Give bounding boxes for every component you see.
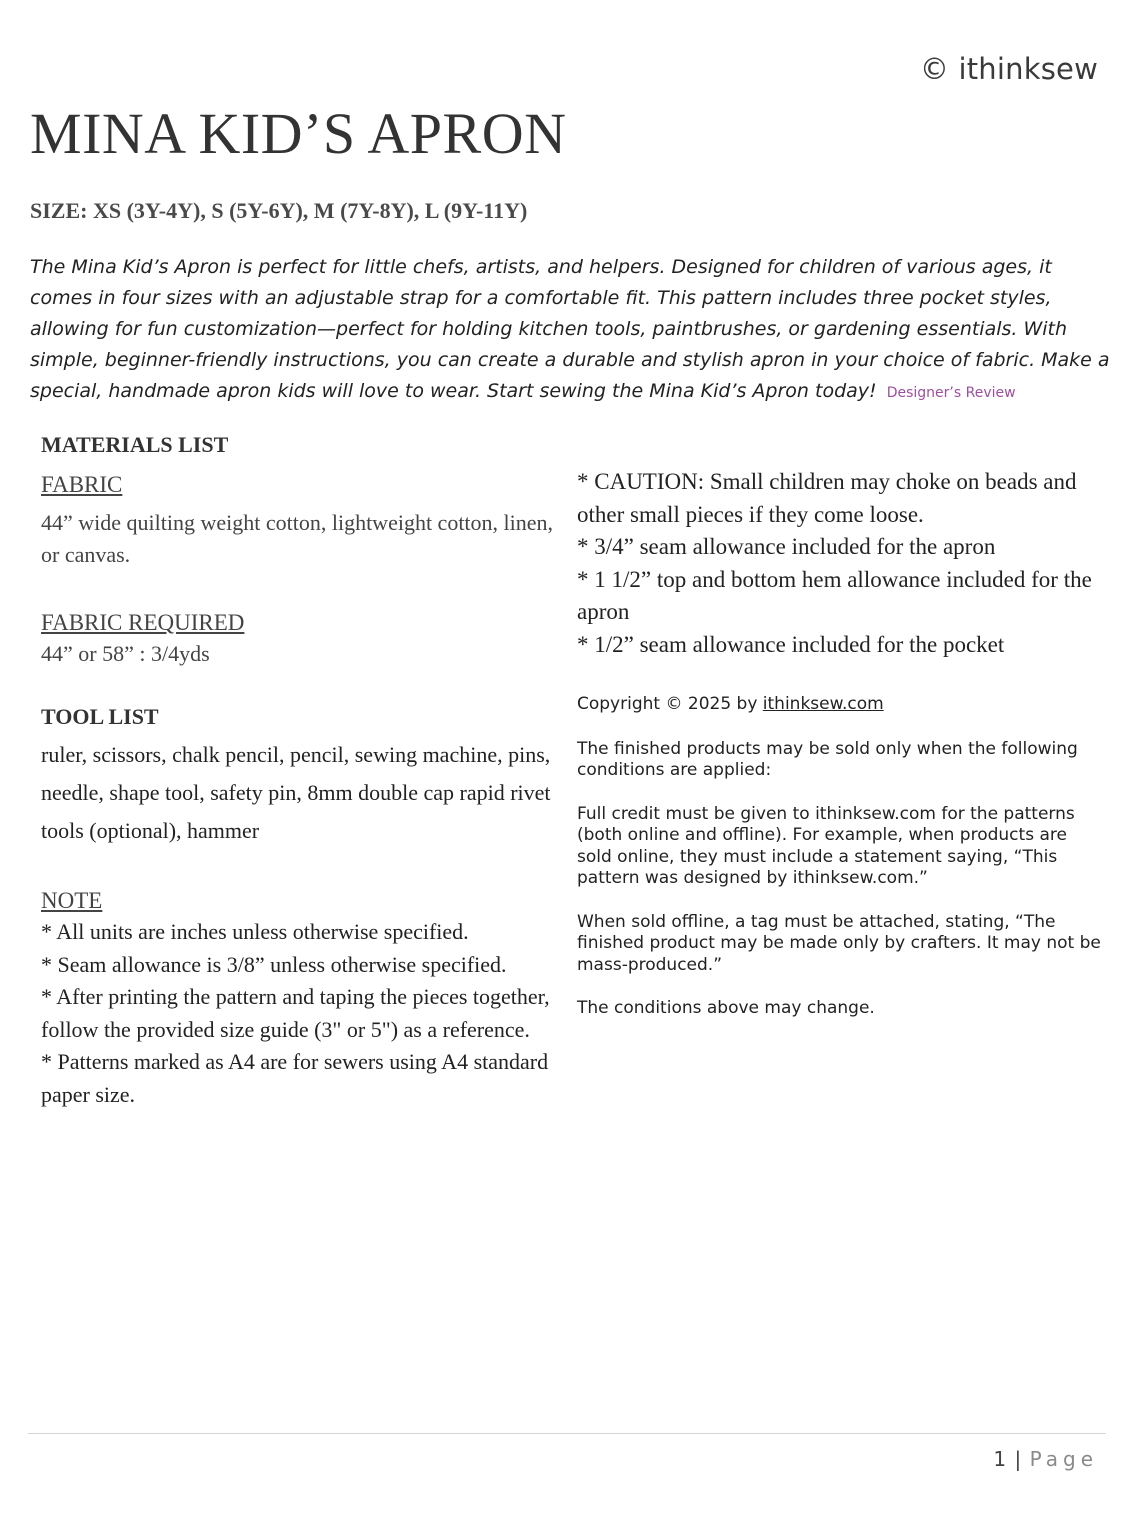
brand-watermark: © ithinksew [919,52,1098,86]
fabric-text: 44” wide quilting weight cotton, lightweight cotton, linen, or canvas. [41,510,554,567]
fabric-heading: FABRIC [41,472,123,497]
size-range: SIZE: XS (3Y-4Y), S (5Y-6Y), M (7Y-8Y), L (9Y-11Y) [30,198,528,223]
fabric-required-heading: FABRIC REQUIRED [41,610,245,635]
description [30,252,1115,409]
tool-list-heading: TOOL LIST [41,704,159,729]
caution-item: * 1 1/2” top and bottom hem allowance included for the apron [577,566,1092,624]
conditions-intro: The finished products may be sold only when the following conditions are applied: [577,738,1078,780]
page-number [993,1447,1098,1471]
page-title: MINA KID’S APRON [30,101,567,166]
note-item: * Patterns marked as A4 are for sewers using A4 standard paper size. [41,1049,549,1107]
page-separator: | [1007,1447,1030,1471]
copyright-line [577,694,1107,716]
footer-divider [28,1433,1106,1434]
right-column [577,466,1107,1020]
note-item: * All units are inches unless otherwise specified. [41,919,469,944]
note-item: * After printing the pattern and taping the pieces together, follow the provided size guide (3" or 5") as a reference. [41,984,550,1042]
conditions-offline: When sold offline, a tag must be attached, stating, “The finished product may be made only by crafters. It may not be mass-produced.” [577,911,1101,975]
description-text: The Mina Kid’s Apron is perfect for little chefs, artists, and helpers. Designed for children of various ages, it comes in four sizes with an adjustable strap for a comfortable fit. This pattern includes three pocket styles, allowing for fun customization—perfect for holding kitchen tools, paintbrushes, or gardening essentials. With simple, beginner-friendly instructions, you can create a durable and stylish apron in your choice of fabric. Make a special, handmade apron kids will love to wear. Start sewing the Mina Kid’s Apron today! [30,256,1110,402]
page-label: Page [1029,1447,1098,1471]
copyright-prefix: Copyright © 2025 by [577,694,763,714]
caution-item: * 1/2” seam allowance included for the pocket [577,631,1005,657]
materials-heading: MATERIALS LIST [41,432,229,457]
ithinksew-link[interactable]: ithinksew.com [762,694,884,714]
tool-list-text: ruler, scissors, chalk pencil, pencil, sewing machine, pins, needle, shape tool, safety pin, 8mm double cap rapid rivet tools (optional), hammer [41,742,551,843]
note-item: * Seam allowance is 3/8” unless otherwise specified. [41,951,507,977]
conditions-change: The conditions above may change. [577,998,875,1018]
caution-item: * CAUTION: Small children may choke on beads and other small pieces if they come loose. [577,469,1077,527]
caution-item: * 3/4” seam allowance included for the apron [577,534,996,559]
designers-review-link[interactable]: Designer’s Review [886,385,1016,401]
note-heading: NOTE [41,888,103,913]
left-column [41,430,561,1111]
conditions-credit: Full credit must be given to ithinksew.com for the patterns (both online and offline). For example, when products are sold online, they must include a statement saying, “This pattern was designed by ithinksew.com.” [577,803,1075,888]
page-number-value: 1 [993,1447,1008,1471]
fabric-required-text: 44” or 58” : 3/4yds [41,641,210,666]
